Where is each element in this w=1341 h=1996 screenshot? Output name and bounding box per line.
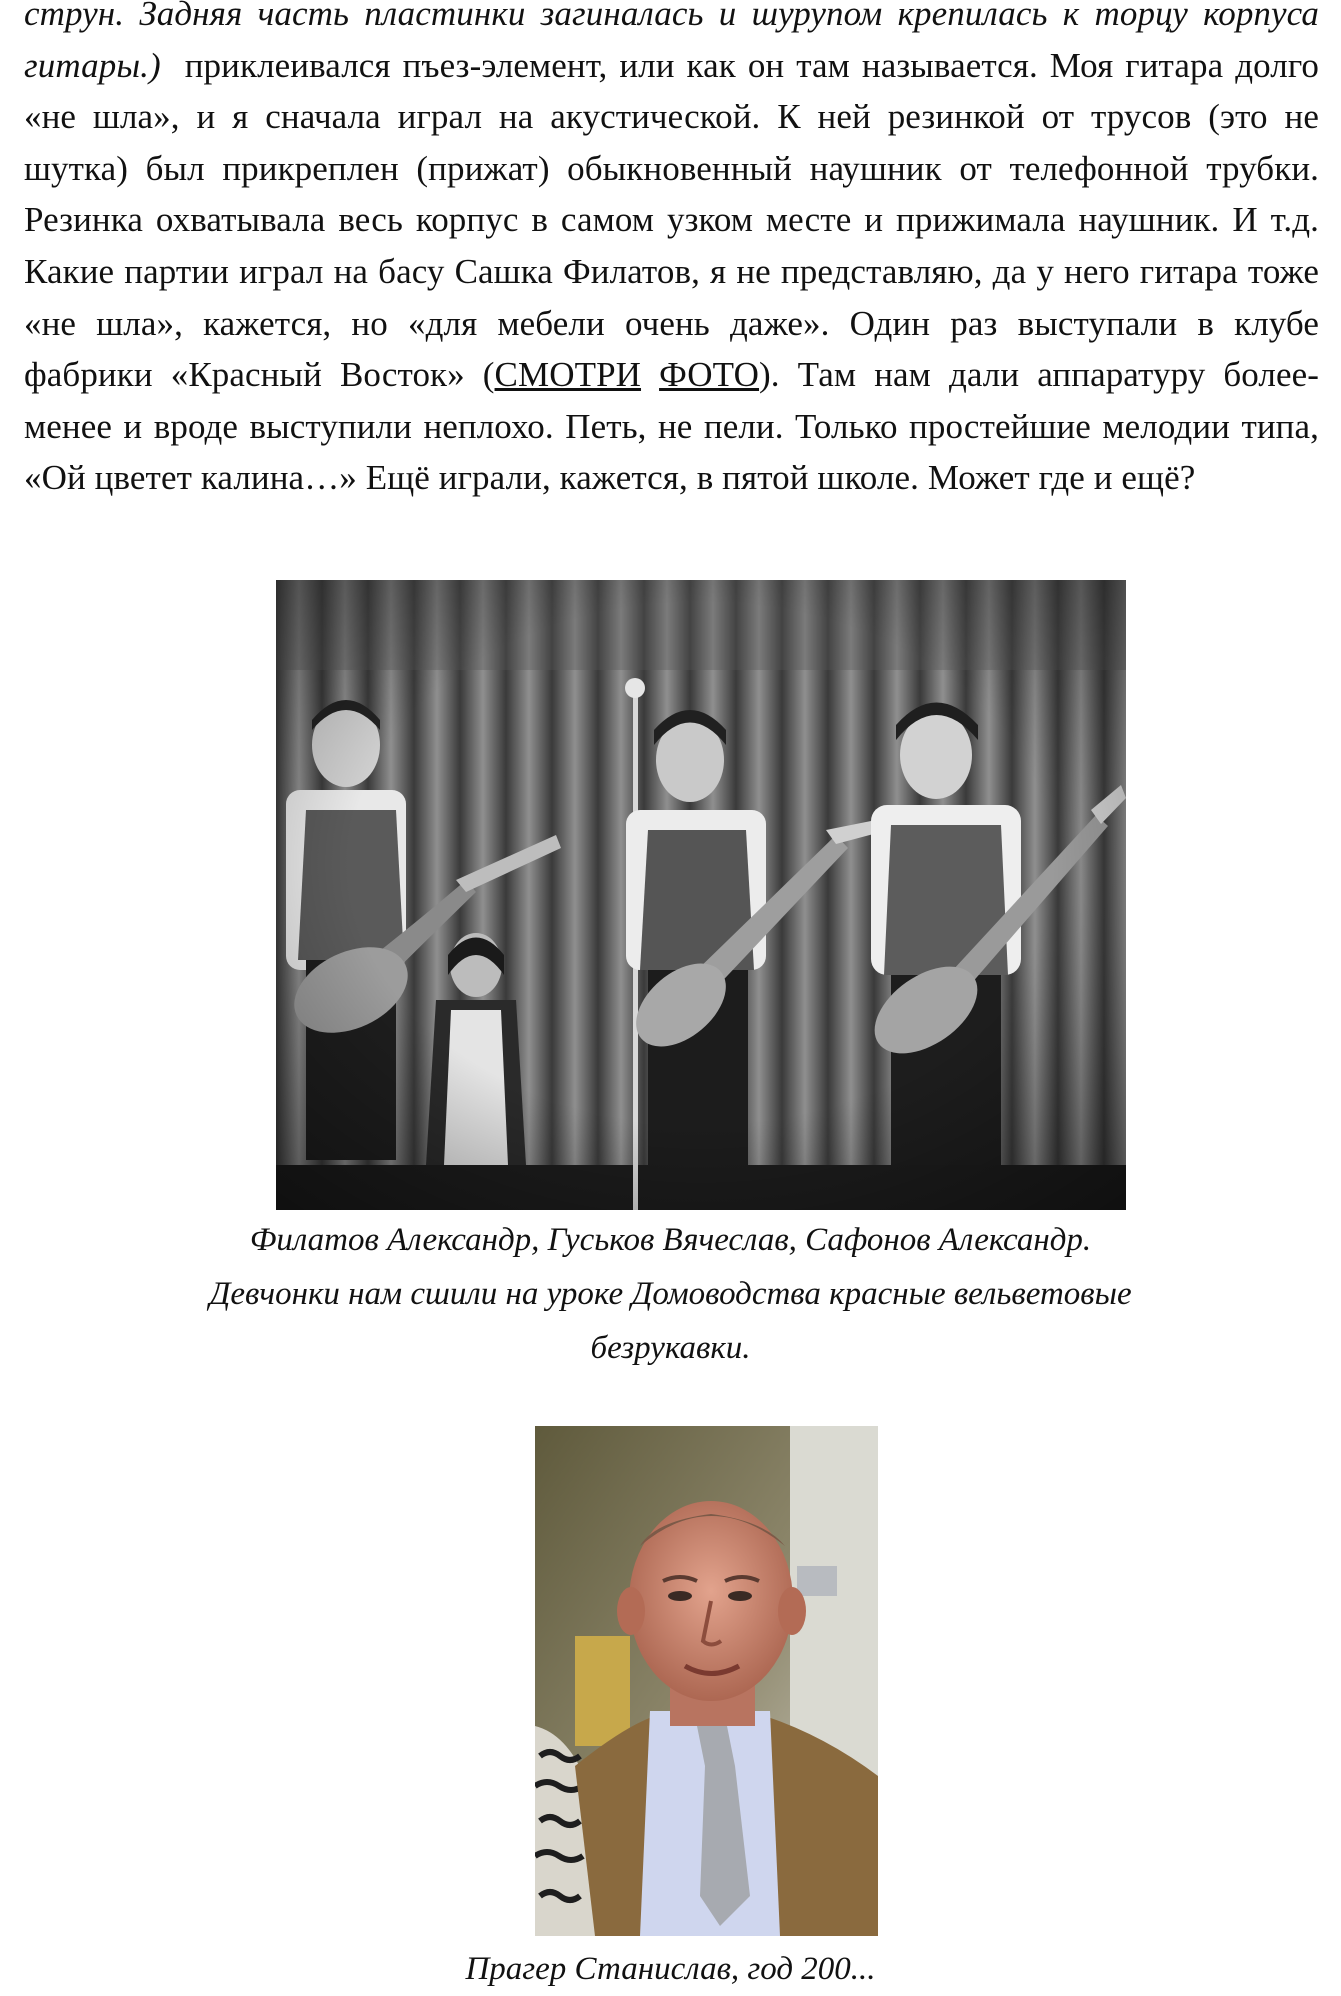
photo-link[interactable]: ФОТО xyxy=(659,355,760,395)
see-link[interactable]: СМОТРИ xyxy=(494,355,642,395)
band-caption-line: Филатов Александр, Гуськов Вячеслав, Сафонов Александр. xyxy=(249,1222,1092,1258)
band-photo xyxy=(276,580,1126,1210)
portrait-photo-caption: Прагер Станислав, год 200... xyxy=(465,1951,876,1987)
portrait-photo xyxy=(535,1426,878,1936)
band-caption-line: безрукавки. xyxy=(590,1330,751,1366)
paragraph-text-part-1: приклеивался пъез-элемент, или как он там называется. Моя гитара долго «не шла», и я сначала играл на акустической. К ней резинкой от трусов (это не шутка) был прикреплен (прижат) обыкновенный наушник от телефонной трубки. Резинка охватывала весь корпус в самом узком месте и прижимала наушник. И т.д. Какие партии играл на басу Сашка Филатов, я не представляю, да у него гитара тоже «не шла», кажется, но «для мебели очень даже». Один раз выступали в клубе фабрики «Красный Восток» ( xyxy=(24,45,1319,395)
body-paragraph xyxy=(24,0,1319,504)
italic-intro-text: струн. Задняя часть пластинки загиналась и шурупом крепилась к торцу корпуса гитары.) xyxy=(24,0,1319,85)
band-caption-line: Девчонки нам сшили на уроке Домоводства красные вельветовые xyxy=(209,1276,1132,1312)
paragraph-text-part-2: ). Там нам дали аппаратуру более-менее и вроде выступили неплохо. Петь, не пели. Только простейшие мелодии типа, «Ой цветет калина…» Ещё играли, кажется, в пятой школе. Может где и ещё? xyxy=(24,355,1319,498)
band-photo-caption xyxy=(0,1213,1341,1375)
